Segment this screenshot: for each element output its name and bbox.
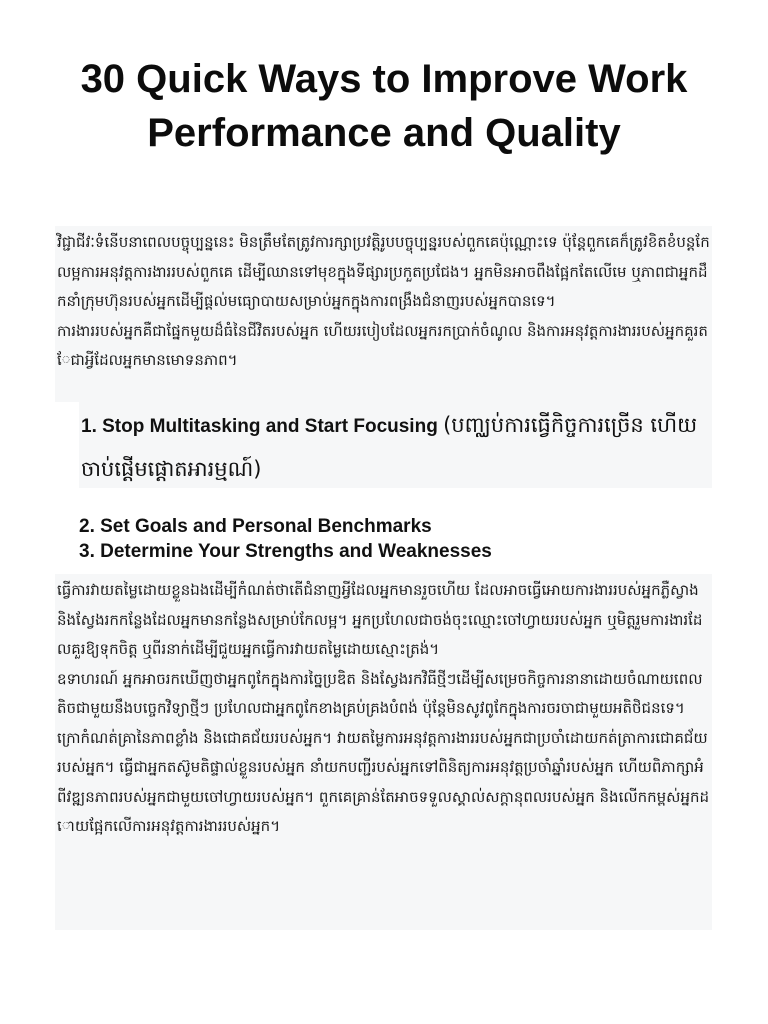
body-paragraph-1: ធ្វើការវាយតម្លៃដោយខ្លួនឯងដើម្បីកំណត់ថាតើជំនាញអ្វីដែលអ្នកមានរួចហើយ ដែលអាចធ្វើអោយការងាររបស់អ្នកភ្លឺស្វាង និងស្វែងរកកន្លែងដែលអ្នកមានកន្លែងសម្រាប់កែលម្អ។ អ្នកប្រហែលជាចង់ចុះឈ្មោះចៅហ្វាយរបស់អ្នក ឬមិត្តរួមការងារដែលគួរឱ្យទុកចិត្ត ឬពីរនាក់ដើម្បីជួយអ្នកធ្វើការវាយតម្លៃដោយស្មោះត្រង់។: [57, 581, 703, 658]
strengths-section: [55, 574, 712, 930]
list-item-1-box: [79, 402, 712, 488]
intro-paragraph-2: ការងាររបស់អ្នកគឺជាផ្នែកមួយដ៏ធំនៃជីវិតរបស់អ្នក ហើយរបៀបដែលអ្នករកប្រាក់ចំណូល និងការអនុវត្តការងាររបស់អ្នកគួរតែជាអ្វីដែលអ្នកមានមោទនភាព។: [57, 321, 708, 369]
list-item-3: 3. Determine Your Strengths and Weaknesses: [79, 541, 492, 562]
numbered-list: [81, 404, 706, 492]
list-item-1-english: 1. Stop Multitasking and Start Focusing: [81, 416, 438, 437]
list-item-1-khmer: (បញ្ឈប់ការធ្វើកិច្ចការច្រើន ហើយចាប់ផ្តើមផ្តោតអារម្មណ៍): [81, 413, 698, 481]
intro-paragraph-1: វិជ្ជាជីវៈទំនើបនាពេលបច្ចុប្បន្ននេះ មិនត្រឹមតែត្រូវការក្សាប្រវត្តិរូបបច្ចុប្បន្នរបស់ពួកគេប៉ុណ្ណោះទេ ប៉ុន្តែពួកគេក៏ត្រូវខិតខំបន្តកែលម្អការអនុវត្តការងាររបស់ពួកគេ ដើម្បីឈានទៅមុខក្នុងទីផ្សារប្រកួតប្រជែង។ អ្នកមិនអាចពឹងផ្អែកតែលើមេ ឬភាពជាអ្នកដឹកនាំក្រុមហ៊ុនរបស់អ្នកដើម្បីផ្តល់មធ្យោបាយសម្រាប់អ្នកក្នុងការពង្រឹងជំនាញរបស់អ្នកបានទេ។: [57, 233, 710, 310]
body-paragraph-2: ឧទាហរណ៍ អ្នកអាចរកឃើញថាអ្នកពូកែក្នុងការច្នៃប្រឌិត និងស្វែងរកវិធីថ្មីៗដើម្បីសម្រេចកិច្ចការនានាដោយចំណាយពេលតិចជាមួយនឹងបច្ចេកវិទ្យាថ្មីៗ ប្រហែលជាអ្នកពូកែខាងគ្រប់គ្រងបំពង់ ប៉ុន្តែមិនសូវពូកែក្នុងការចរចាជាមួយអតិថិជនទេ។: [57, 669, 703, 717]
list-item-2: 2. Set Goals and Personal Benchmarks: [79, 516, 432, 537]
body-paragraph-3: ក្រោកំណត់គ្រានៃភាពខ្លាំង និងជោគជ័យរបស់អ្នក។ វាយតម្លៃការអនុវត្តការងាររបស់អ្នកជាប្រចាំដោយកត់ត្រាការជោគជ័យរបស់អ្នក។ ធ្វើជាអ្នកតស៊ូមតិផ្ទាល់ខ្លួនរបស់អ្នក នាំយកបញ្ជីរបស់អ្នកទៅពិនិត្យការអនុវត្តប្រចាំឆ្នាំរបស់អ្នក ហើយពិភាក្សាអំពីវឌ្ឍនភាពរបស់អ្នកជាមួយចៅហ្វាយរបស់អ្នក។ ពួកគេគ្រាន់តែអាចទទួលស្គាល់សក្តានុពលរបស់អ្នក និងលើកកម្ពស់អ្នកដោយផ្អែកលើការអនុវត្តការងាររបស់អ្នក។: [57, 728, 710, 835]
numbered-list-continued: [79, 514, 719, 564]
list-item-1: [81, 404, 706, 492]
document-title: 30 Quick Ways to Improve Work Performance and Quality: [80, 57, 688, 155]
intro-section: [55, 226, 712, 402]
